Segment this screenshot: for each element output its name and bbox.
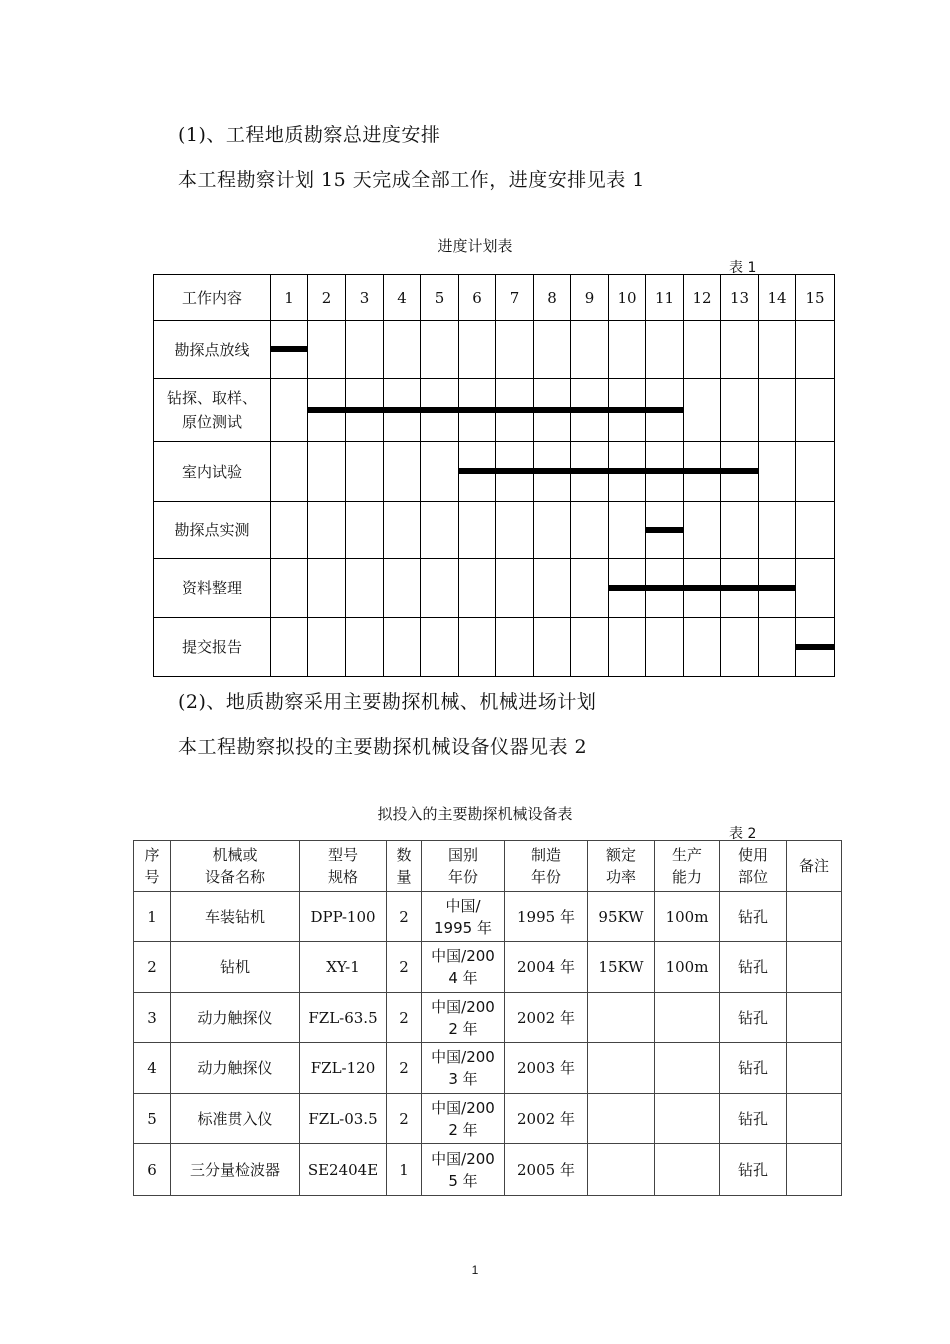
equipment-header-cell: 备注: [787, 841, 842, 892]
schedule-header-day: 7: [496, 275, 534, 321]
schedule-cell: [271, 502, 308, 559]
equipment-cell: [655, 1144, 720, 1196]
schedule-cell: [384, 559, 421, 618]
schedule-cell: [271, 442, 308, 502]
equipment-cell: 钻孔: [720, 1043, 787, 1094]
schedule-header-day: 13: [721, 275, 759, 321]
schedule-header-task: 工作内容: [154, 275, 271, 321]
schedule-header-day: 12: [684, 275, 721, 321]
schedule-cell: [571, 559, 609, 618]
schedule-cell: [571, 321, 609, 379]
equipment-cell: DPP-100: [300, 892, 387, 942]
schedule-cell: [496, 321, 534, 379]
table-row: [134, 1043, 842, 1094]
table1-caption: 进度计划表: [437, 237, 513, 255]
equipment-cell: 标准贯入仪: [171, 1094, 300, 1144]
equipment-cell: 2: [387, 993, 422, 1043]
equipment-table: [133, 840, 842, 1196]
equipment-cell: 2005 年: [505, 1144, 588, 1196]
equipment-cell: 中国/ 1995 年: [422, 892, 505, 942]
schedule-header-day: 10: [609, 275, 646, 321]
schedule-cell: [459, 502, 496, 559]
schedule-task-name: 资料整理: [154, 559, 271, 618]
equipment-cell: FZL-120: [300, 1043, 387, 1094]
schedule-cell: [459, 618, 496, 677]
schedule-cell: [421, 442, 459, 502]
equipment-cell: 1: [387, 1144, 422, 1196]
equipment-cell: 2002 年: [505, 1094, 588, 1144]
schedule-cell: [346, 618, 384, 677]
schedule-cell: [421, 502, 459, 559]
section2-title: (2)、地质勘察采用主要勘探机械、机械进场计划: [178, 691, 597, 713]
equipment-cell: 钻孔: [720, 993, 787, 1043]
equipment-cell: 2: [387, 1043, 422, 1094]
schedule-header-day: 6: [459, 275, 496, 321]
schedule-task-name: 勘探点放线: [154, 321, 271, 379]
equipment-cell: 中国/200 4 年: [422, 942, 505, 993]
equipment-cell: XY-1: [300, 942, 387, 993]
section1-text: 本工程勘察计划 15 天完成全部工作，进度安排见表 1: [178, 169, 645, 191]
schedule-header-day: 2: [308, 275, 346, 321]
schedule-cell: [384, 618, 421, 677]
schedule-task-name: 室内试验: [154, 442, 271, 502]
schedule-bar: [270, 346, 307, 352]
equipment-cell: 钻孔: [720, 892, 787, 942]
equipment-cell: [655, 1043, 720, 1094]
schedule-cell: [421, 618, 459, 677]
schedule-cell: [496, 502, 534, 559]
schedule-cell: [759, 379, 796, 442]
table2-caption: 拟投入的主要勘探机械设备表: [377, 805, 573, 823]
schedule-cell: [271, 618, 308, 677]
equipment-cell: 中国/200 5 年: [422, 1144, 505, 1196]
schedule-cell: [759, 618, 796, 677]
schedule-cell: [721, 379, 759, 442]
schedule-cell: [721, 618, 759, 677]
schedule-cell: [534, 502, 571, 559]
schedule-cell: [496, 618, 534, 677]
schedule-cell: [759, 321, 796, 379]
schedule-cell: [571, 618, 609, 677]
section2-text: 本工程勘察拟投的主要勘探机械设备仪器见表 2: [178, 736, 588, 758]
schedule-cell: [796, 502, 835, 559]
schedule-cell: [459, 321, 496, 379]
schedule-cell: [721, 321, 759, 379]
schedule-header-day: 3: [346, 275, 384, 321]
equipment-cell: 车装钻机: [171, 892, 300, 942]
equipment-cell: 三分量检波器: [171, 1144, 300, 1196]
equipment-cell: 100m: [655, 892, 720, 942]
schedule-cell: [646, 618, 684, 677]
equipment-cell: 2: [387, 892, 422, 942]
schedule-cell: [271, 559, 308, 618]
equipment-cell: 钻孔: [720, 1144, 787, 1196]
equipment-cell: [655, 1094, 720, 1144]
equipment-cell: 2004 年: [505, 942, 588, 993]
schedule-bar: [307, 407, 683, 413]
schedule-table: [153, 274, 835, 677]
schedule-task-name: 勘探点实测: [154, 502, 271, 559]
equipment-cell: 5: [134, 1094, 171, 1144]
equipment-cell: 2003 年: [505, 1043, 588, 1094]
schedule-cell: [796, 379, 835, 442]
schedule-cell: [346, 321, 384, 379]
schedule-cell: [271, 379, 308, 442]
equipment-cell: [787, 942, 842, 993]
schedule-cell: [346, 502, 384, 559]
equipment-cell: [588, 1094, 655, 1144]
schedule-cell: [308, 321, 346, 379]
equipment-cell: [787, 1043, 842, 1094]
schedule-cell: [684, 502, 721, 559]
schedule-header-day: 5: [421, 275, 459, 321]
equipment-header-cell: 序 号: [134, 841, 171, 892]
schedule-cell: [721, 502, 759, 559]
equipment-cell: [588, 1043, 655, 1094]
table-row: [134, 993, 842, 1043]
equipment-cell: 钻孔: [720, 942, 787, 993]
equipment-cell: 95KW: [588, 892, 655, 942]
equipment-header-cell: 额定 功率: [588, 841, 655, 892]
schedule-header-day: 9: [571, 275, 609, 321]
table2-label: 表 2: [729, 826, 757, 842]
equipment-cell: 钻孔: [720, 1094, 787, 1144]
schedule-task-name: 钻探、取样、 原位测试: [154, 379, 271, 442]
equipment-cell: [787, 1094, 842, 1144]
table1-label: 表 1: [729, 260, 757, 276]
schedule-cell: [759, 442, 796, 502]
schedule-cell: [346, 559, 384, 618]
schedule-cell: [796, 321, 835, 379]
schedule-bar: [645, 527, 683, 533]
equipment-cell: FZL-03.5: [300, 1094, 387, 1144]
schedule-cell: [534, 618, 571, 677]
equipment-cell: 中国/200 2 年: [422, 1094, 505, 1144]
equipment-cell: 2002 年: [505, 993, 588, 1043]
equipment-header-cell: 机械或 设备名称: [171, 841, 300, 892]
schedule-cell: [609, 321, 646, 379]
page-number: 1: [471, 1263, 479, 1277]
table-row: [134, 1094, 842, 1144]
schedule-cell: [684, 379, 721, 442]
table-row: [134, 942, 842, 993]
schedule-cell: [796, 559, 835, 618]
equipment-cell: 中国/200 3 年: [422, 1043, 505, 1094]
equipment-header-cell: 型号 规格: [300, 841, 387, 892]
equipment-cell: 4: [134, 1043, 171, 1094]
schedule-header-day: 1: [271, 275, 308, 321]
equipment-header-cell: 生产 能力: [655, 841, 720, 892]
equipment-cell: 2: [387, 1094, 422, 1144]
schedule-cell: [308, 442, 346, 502]
section1-title: (1)、工程地质勘察总进度安排: [178, 124, 441, 146]
schedule-cell: [421, 321, 459, 379]
equipment-cell: 1: [134, 892, 171, 942]
equipment-cell: 动力触探仪: [171, 1043, 300, 1094]
equipment-cell: 100m: [655, 942, 720, 993]
schedule-cell: [384, 502, 421, 559]
table-row: [134, 1144, 842, 1196]
schedule-cell: [796, 442, 835, 502]
equipment-header-cell: 使用 部位: [720, 841, 787, 892]
equipment-cell: 3: [134, 993, 171, 1043]
schedule-header-day: 8: [534, 275, 571, 321]
schedule-cell: [308, 618, 346, 677]
schedule-bar: [795, 644, 834, 650]
schedule-bar: [608, 585, 795, 591]
schedule-cell: [684, 618, 721, 677]
schedule-cell: [534, 321, 571, 379]
schedule-cell: [308, 502, 346, 559]
equipment-cell: 1995 年: [505, 892, 588, 942]
schedule-cell: [384, 442, 421, 502]
schedule-cell: [496, 559, 534, 618]
schedule-header-day: 15: [796, 275, 835, 321]
schedule-header-day: 11: [646, 275, 684, 321]
schedule-cell: [384, 321, 421, 379]
schedule-cell: [646, 321, 684, 379]
equipment-cell: FZL-63.5: [300, 993, 387, 1043]
table-row: [134, 892, 842, 942]
equipment-cell: 钻机: [171, 942, 300, 993]
schedule-cell: [534, 559, 571, 618]
schedule-cell: [571, 502, 609, 559]
equipment-cell: [787, 1144, 842, 1196]
equipment-cell: 6: [134, 1144, 171, 1196]
equipment-header-cell: 数 量: [387, 841, 422, 892]
equipment-cell: 中国/200 2 年: [422, 993, 505, 1043]
equipment-cell: 2: [134, 942, 171, 993]
schedule-task-name: 提交报告: [154, 618, 271, 677]
schedule-cell: [346, 442, 384, 502]
schedule-cell: [609, 618, 646, 677]
schedule-cell: [459, 559, 496, 618]
equipment-cell: 动力触探仪: [171, 993, 300, 1043]
schedule-cell: [609, 502, 646, 559]
equipment-cell: 2: [387, 942, 422, 993]
equipment-cell: [787, 993, 842, 1043]
equipment-header-cell: 制造 年份: [505, 841, 588, 892]
equipment-cell: [655, 993, 720, 1043]
equipment-cell: 15KW: [588, 942, 655, 993]
schedule-header-day: 14: [759, 275, 796, 321]
schedule-cell: [308, 559, 346, 618]
equipment-header-cell: 国别 年份: [422, 841, 505, 892]
equipment-cell: [588, 993, 655, 1043]
schedule-cell: [421, 559, 459, 618]
schedule-bar: [458, 468, 758, 474]
equipment-cell: [787, 892, 842, 942]
equipment-cell: [588, 1144, 655, 1196]
schedule-cell: [684, 321, 721, 379]
schedule-cell: [759, 502, 796, 559]
equipment-cell: SE2404E: [300, 1144, 387, 1196]
schedule-header-day: 4: [384, 275, 421, 321]
